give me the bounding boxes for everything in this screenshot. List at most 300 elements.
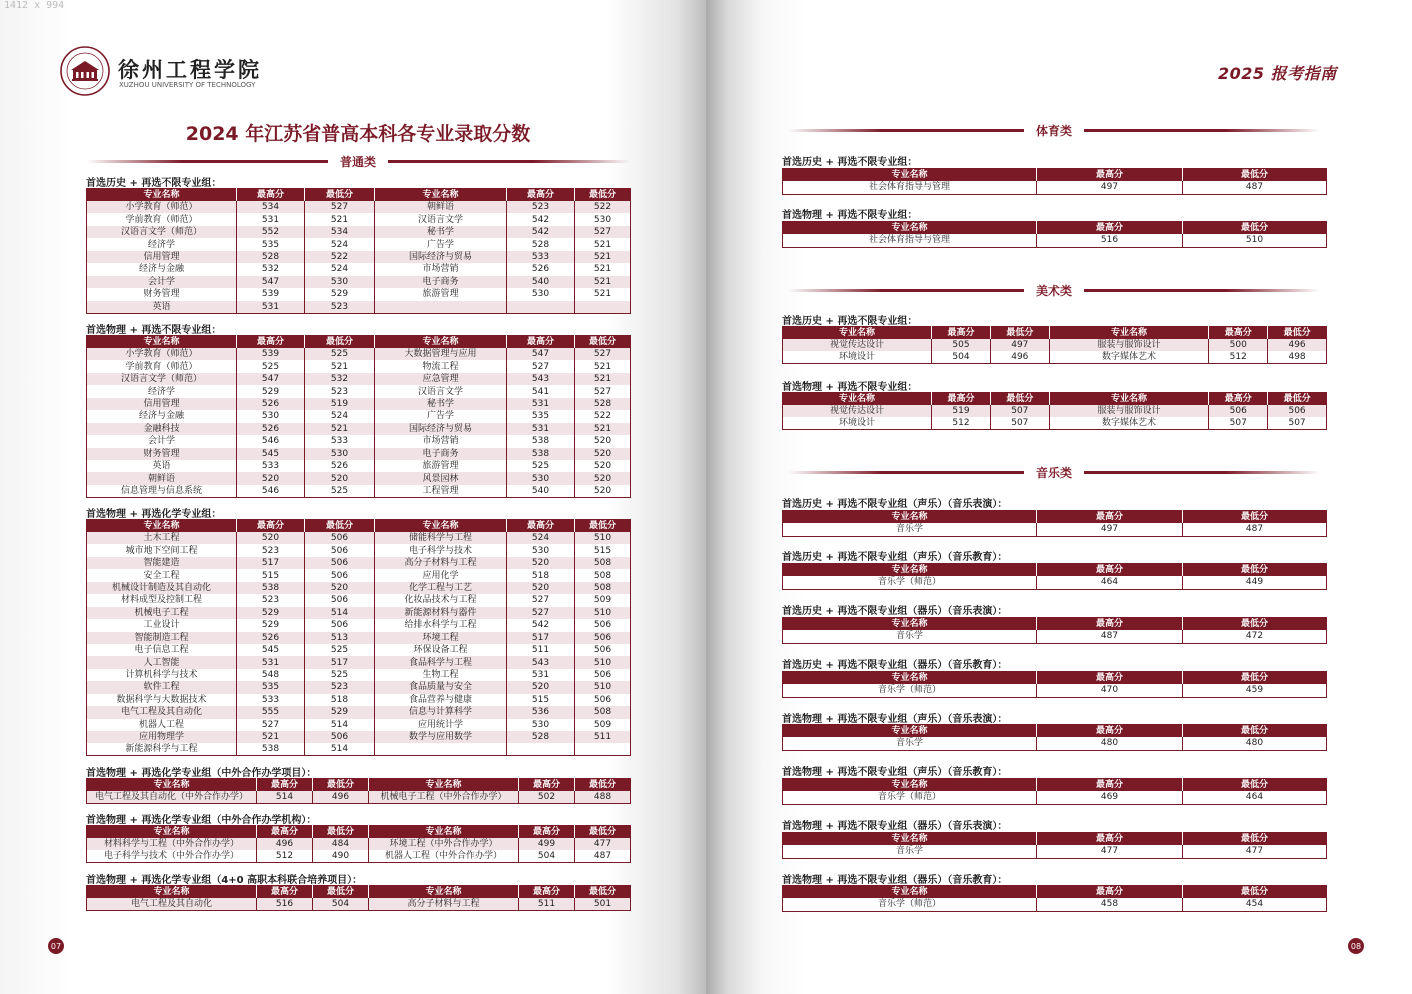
table-cell: 智能建造: [87, 557, 237, 569]
table-cell: 515: [237, 569, 305, 581]
column-header: 最高分: [257, 779, 313, 792]
column-header: 最高分: [1037, 169, 1183, 182]
school-name: 徐州工程学院: [118, 57, 262, 82]
table-cell: 534: [237, 201, 305, 213]
column-header: 最高分: [257, 826, 313, 839]
table-cell: 517: [237, 557, 305, 569]
table-cell: 515: [507, 694, 575, 706]
page-number-badge: 08: [1348, 938, 1364, 954]
table-cell: 523: [305, 301, 375, 314]
table-row: [87, 656, 631, 668]
table-cell: 食品营养与健康: [375, 694, 507, 706]
table-cell: 音乐学（师范）: [783, 576, 1037, 589]
table-cell: 502: [519, 791, 575, 804]
table-row: [783, 576, 1327, 589]
column-header: 最高分: [1037, 779, 1183, 792]
table-cell: 517: [305, 656, 375, 668]
table-cell: 527: [237, 719, 305, 731]
table-cell: 514: [257, 791, 313, 804]
group-title: 首选历史 + 再选不限专业组（声乐）（音乐教育）：: [782, 552, 1008, 563]
table-header-row: [783, 886, 1327, 899]
table-cell: 汉语言文学: [375, 385, 507, 397]
table-cell: 512: [932, 417, 991, 430]
table-row: [87, 485, 631, 498]
column-header: 最高分: [1037, 725, 1183, 738]
table-cell: 477: [1183, 845, 1327, 858]
table-cell: 520: [575, 435, 631, 447]
table-cell: 机器人工程（中外合作办学）: [369, 850, 519, 863]
table-cell: 508: [575, 582, 631, 594]
table-cell: 547: [237, 276, 305, 288]
table-cell: 财务管理: [87, 288, 237, 300]
table-cell: 459: [1183, 684, 1327, 697]
table-cell: 视觉传达设计: [783, 405, 932, 417]
table-cell: 527: [575, 348, 631, 360]
table-cell: 464: [1037, 576, 1183, 589]
section-rule: [788, 129, 1024, 132]
section-rule: [788, 289, 1024, 292]
table-cell: 512: [257, 850, 313, 863]
table-cell: 531: [237, 656, 305, 668]
group-title: 首选物理 + 再选不限专业组（器乐）（音乐教育）：: [782, 875, 1008, 886]
table-cell: 528: [507, 731, 575, 743]
table-cell: 487: [1183, 523, 1327, 536]
table-cell: 506: [575, 669, 631, 681]
table-header-row: [783, 672, 1327, 685]
column-header: 专业名称: [783, 564, 1037, 577]
table-cell: 506: [575, 694, 631, 706]
column-header: 最低分: [575, 826, 631, 839]
table-cell: 520: [237, 532, 305, 544]
table-cell: [507, 743, 575, 756]
table-cell: 497: [1037, 181, 1183, 194]
table-cell: 526: [237, 632, 305, 644]
column-header: 专业名称: [783, 169, 1037, 182]
table-row: [783, 684, 1327, 697]
column-header: 最低分: [305, 189, 375, 202]
table-cell: 508: [575, 569, 631, 581]
column-header: 最低分: [575, 520, 631, 533]
table-cell: 507: [1209, 417, 1268, 430]
table-cell: 511: [575, 731, 631, 743]
table-cell: 汉语言文学（师范）: [87, 226, 237, 238]
table-cell: 530: [507, 544, 575, 556]
table-cell: 507: [990, 405, 1049, 417]
table-cell: 市场营销: [375, 435, 507, 447]
column-header: 最高分: [1037, 886, 1183, 899]
score-table: [86, 825, 631, 863]
table-cell: 525: [305, 669, 375, 681]
table-cell: 521: [575, 373, 631, 385]
column-header: 最低分: [1268, 393, 1327, 406]
table-cell: 521: [575, 276, 631, 288]
section-rule: [388, 160, 630, 163]
table-cell: 530: [507, 288, 575, 300]
table-row: [783, 405, 1327, 417]
table-cell: 528: [575, 398, 631, 410]
table-cell: 环境工程（中外合作办学）: [369, 838, 519, 850]
table-cell: 521: [305, 423, 375, 435]
table-cell: 527: [305, 201, 375, 213]
table-cell: 454: [1183, 898, 1327, 911]
table-cell: 社会体育指导与管理: [783, 181, 1037, 194]
table-cell: 会计学: [87, 435, 237, 447]
table-cell: 朝鲜语: [375, 201, 507, 213]
table-header-row: [783, 222, 1327, 235]
table-cell: 518: [507, 569, 575, 581]
table-cell: 545: [237, 448, 305, 460]
table-cell: 储能科学与工程: [375, 532, 507, 544]
table-header-row: [783, 393, 1327, 406]
section-header-general: [86, 153, 630, 169]
table-cell: 509: [575, 719, 631, 731]
table-row: [87, 644, 631, 656]
column-header: 最低分: [990, 393, 1049, 406]
column-header: 专业名称: [369, 886, 519, 899]
table-header-row: [87, 886, 631, 899]
table-header-row: [783, 779, 1327, 792]
table-cell: 应急管理: [375, 373, 507, 385]
column-header: 专业名称: [1049, 327, 1209, 340]
table-cell: 506: [305, 532, 375, 544]
table-cell: 548: [237, 669, 305, 681]
column-header: 最高分: [932, 327, 991, 340]
table-cell: 520: [507, 557, 575, 569]
column-header: 最高分: [519, 826, 575, 839]
column-header: 最低分: [1183, 725, 1327, 738]
table-cell: 533: [507, 251, 575, 263]
table-row: [783, 339, 1327, 351]
table-cell: 500: [1209, 339, 1268, 351]
score-table: [782, 392, 1327, 430]
table-cell: 秘书学: [375, 226, 507, 238]
table-header-row: [783, 327, 1327, 340]
table-cell: 化学工程与工艺: [375, 582, 507, 594]
table-row: [87, 288, 631, 300]
section-rule: [1084, 289, 1320, 292]
table-cell: 506: [305, 594, 375, 606]
column-header: 最高分: [519, 886, 575, 899]
column-header: 最高分: [1037, 564, 1183, 577]
table-cell: 市场营销: [375, 263, 507, 275]
table-cell: 数字媒体艺术: [1049, 417, 1209, 430]
group-title: 首选物理 + 再选不限专业组：: [782, 210, 918, 221]
table-cell: 506: [305, 557, 375, 569]
table-row: [87, 348, 631, 360]
table-cell: 507: [1268, 417, 1327, 430]
page-number-badge: 07: [48, 938, 64, 954]
table-cell: 521: [575, 360, 631, 372]
table-cell: 旅游管理: [375, 288, 507, 300]
table-row: [87, 276, 631, 288]
column-header: 专业名称: [375, 520, 507, 533]
table-cell: 533: [237, 460, 305, 472]
table-cell: 487: [1183, 181, 1327, 194]
table-cell: 电子信息工程: [87, 644, 237, 656]
table-cell: 510: [575, 607, 631, 619]
table-cell: 506: [305, 619, 375, 631]
group-title: 首选物理 + 再选化学专业组（中外合作办学机构）：: [86, 815, 317, 826]
table-cell: 服装与服饰设计: [1049, 405, 1209, 417]
dimension-label: 1412 x 994: [4, 0, 65, 11]
table-cell: 530: [507, 719, 575, 731]
table-cell: 520: [575, 472, 631, 484]
table-cell: 514: [305, 743, 375, 756]
column-header: 最高分: [507, 520, 575, 533]
column-header: 专业名称: [783, 393, 932, 406]
group-title: 首选物理 + 再选不限专业组（声乐）（音乐表演）：: [782, 714, 1008, 725]
table-row: [87, 251, 631, 263]
section-rule: [1084, 129, 1320, 132]
table-cell: 521: [305, 360, 375, 372]
table-cell: 487: [1037, 630, 1183, 643]
table-cell: 506: [305, 731, 375, 743]
section-title: 体育类: [1036, 123, 1073, 138]
section-header-sports: [788, 122, 1320, 138]
table-row: [87, 460, 631, 472]
table-cell: 524: [305, 410, 375, 422]
group-title: 首选历史 + 再选不限专业组（器乐）（音乐教育）：: [782, 660, 1008, 671]
section-header-art: [788, 282, 1320, 298]
column-header: 专业名称: [87, 886, 257, 899]
table-cell: 数据科学与大数据技术: [87, 694, 237, 706]
table-row: [87, 569, 631, 581]
table-cell: 527: [507, 607, 575, 619]
table-cell: 521: [575, 288, 631, 300]
column-header: 最低分: [1268, 327, 1327, 340]
column-header: 专业名称: [87, 336, 237, 349]
table-cell: 512: [1209, 351, 1268, 364]
column-header: 最低分: [575, 886, 631, 899]
table-cell: 智能制造工程: [87, 632, 237, 644]
table-cell: 526: [305, 460, 375, 472]
column-header: 最低分: [305, 336, 375, 349]
column-header: 最低分: [990, 327, 1049, 340]
table-cell: 470: [1037, 684, 1183, 697]
table-row: [87, 410, 631, 422]
school-logo-icon: [60, 46, 110, 96]
column-header: 最低分: [1183, 618, 1327, 631]
guide-title: 2025 报考指南: [1218, 64, 1337, 83]
table-cell: 506: [1268, 405, 1327, 417]
section-rule: [86, 160, 328, 163]
table-cell: 电气工程及其自动化: [87, 706, 237, 718]
table-cell: 525: [237, 360, 305, 372]
column-header: 最高分: [507, 336, 575, 349]
score-table: [782, 221, 1327, 248]
table-row: [87, 838, 631, 850]
table-cell: 音乐学: [783, 523, 1037, 536]
table-cell: 527: [507, 360, 575, 372]
table-cell: 520: [305, 582, 375, 594]
section-title: 美术类: [1036, 283, 1073, 298]
table-cell: 529: [237, 385, 305, 397]
table-header-row: [783, 511, 1327, 524]
table-cell: 552: [237, 226, 305, 238]
score-table: [782, 778, 1327, 805]
table-cell: 506: [305, 544, 375, 556]
table-row: [783, 791, 1327, 804]
table-row: [783, 845, 1327, 858]
table-cell: 504: [932, 351, 991, 364]
table-cell: 应用化学: [375, 569, 507, 581]
table-cell: 498: [1268, 351, 1327, 364]
group-title: 首选历史 + 再选不限专业组（声乐）（音乐表演）：: [782, 499, 1008, 510]
table-row: [87, 201, 631, 213]
table-cell: 531: [507, 398, 575, 410]
table-cell: 501: [575, 898, 631, 911]
table-cell: [375, 301, 507, 314]
table-cell: 531: [507, 669, 575, 681]
table-row: [783, 523, 1327, 536]
table-header-row: [783, 833, 1327, 846]
table-cell: 499: [519, 838, 575, 850]
table-cell: 524: [305, 238, 375, 250]
column-header: 最低分: [1183, 672, 1327, 685]
table-cell: 材料科学与工程（中外合作办学）: [87, 838, 257, 850]
table-cell: 应用统计学: [375, 719, 507, 731]
table-cell: 525: [305, 485, 375, 498]
table-cell: 521: [575, 238, 631, 250]
table-cell: 520: [305, 472, 375, 484]
table-cell: 食品科学与工程: [375, 656, 507, 668]
table-cell: 521: [237, 731, 305, 743]
table-cell: 511: [519, 898, 575, 911]
score-table: [782, 885, 1327, 912]
score-table: [782, 832, 1327, 859]
table-cell: 高分子材料与工程: [375, 557, 507, 569]
table-cell: 508: [575, 706, 631, 718]
table-cell: 人工智能: [87, 656, 237, 668]
table-cell: 526: [507, 263, 575, 275]
table-cell: 英语: [87, 301, 237, 314]
table-cell: 529: [237, 619, 305, 631]
table-cell: 469: [1037, 791, 1183, 804]
table-header-row: [783, 618, 1327, 631]
table-row: [87, 360, 631, 372]
column-header: 最高分: [1037, 511, 1183, 524]
column-header: 最低分: [1183, 833, 1327, 846]
table-cell: 环境设计: [783, 417, 932, 430]
score-table: [782, 168, 1327, 195]
group-title: 首选物理 + 再选不限专业组（器乐）（音乐表演）：: [782, 821, 1008, 832]
score-table: [86, 335, 631, 498]
column-header: 最高分: [237, 520, 305, 533]
table-row: [783, 234, 1327, 247]
table-row: [87, 791, 631, 804]
table-row: [87, 448, 631, 460]
table-cell: 531: [237, 213, 305, 225]
group-title: 首选历史 + 再选不限专业组：: [782, 157, 918, 168]
table-cell: 小学教育（师范）: [87, 348, 237, 360]
column-header: 最高分: [1037, 672, 1183, 685]
table-cell: 电子商务: [375, 276, 507, 288]
table-cell: 经济与金融: [87, 410, 237, 422]
column-header: 最低分: [575, 336, 631, 349]
table-cell: 506: [305, 569, 375, 581]
table-cell: 土木工程: [87, 532, 237, 544]
table-row: [783, 898, 1327, 911]
table-cell: 507: [990, 417, 1049, 430]
column-header: 最高分: [237, 336, 305, 349]
table-cell: 学前教育（师范）: [87, 213, 237, 225]
section-rule: [1084, 471, 1320, 474]
column-header: 专业名称: [375, 189, 507, 202]
score-table: [86, 519, 631, 756]
table-row: [87, 301, 631, 314]
table-cell: 504: [313, 898, 369, 911]
column-header: 最低分: [313, 779, 369, 792]
table-cell: 547: [507, 348, 575, 360]
section-title: 普通类: [340, 154, 377, 169]
table-cell: 546: [237, 435, 305, 447]
table-cell: 城市地下空间工程: [87, 544, 237, 556]
column-header: 最低分: [1183, 511, 1327, 524]
table-cell: 508: [575, 557, 631, 569]
table-header-row: [87, 779, 631, 792]
table-cell: 电子科学与技术（中外合作办学）: [87, 850, 257, 863]
table-cell: 497: [990, 339, 1049, 351]
table-cell: 521: [575, 263, 631, 275]
table-cell: 532: [305, 373, 375, 385]
table-cell: 经济学: [87, 385, 237, 397]
table-cell: 519: [932, 405, 991, 417]
table-cell: 524: [507, 532, 575, 544]
column-header: 最高分: [1209, 327, 1268, 340]
table-row: [87, 607, 631, 619]
table-cell: 513: [305, 632, 375, 644]
table-cell: 538: [237, 743, 305, 756]
table-cell: 523: [305, 385, 375, 397]
table-cell: 广告学: [375, 238, 507, 250]
table-cell: 506: [575, 619, 631, 631]
table-cell: 新能源科学与工程: [87, 743, 237, 756]
table-cell: 547: [237, 373, 305, 385]
table-cell: 458: [1037, 898, 1183, 911]
school-name-en: XUZHOU UNIVERSITY OF TECHNOLOGY: [119, 81, 256, 89]
table-cell: 学前教育（师范）: [87, 360, 237, 372]
table-row: [87, 544, 631, 556]
table-cell: 530: [305, 448, 375, 460]
table-cell: 527: [575, 226, 631, 238]
table-cell: 535: [507, 410, 575, 422]
table-cell: 小学教育（师范）: [87, 201, 237, 213]
table-cell: 音乐学（师范）: [783, 791, 1037, 804]
table-cell: 526: [237, 423, 305, 435]
table-row: [783, 181, 1327, 194]
table-cell: 525: [305, 644, 375, 656]
table-row: [87, 423, 631, 435]
column-header: 最高分: [1037, 222, 1183, 235]
table-cell: 化妆品技术与工程: [375, 594, 507, 606]
table-cell: 542: [507, 213, 575, 225]
table-cell: 机器人工程: [87, 719, 237, 731]
table-cell: 广告学: [375, 410, 507, 422]
table-cell: 经济学: [87, 238, 237, 250]
table-cell: 数学与应用数学: [375, 731, 507, 743]
table-cell: 529: [237, 607, 305, 619]
column-header: 专业名称: [783, 511, 1037, 524]
table-cell: 530: [305, 276, 375, 288]
group-title: 首选历史 + 再选不限专业组（器乐）（音乐表演）：: [782, 606, 1008, 617]
right-page: [706, 0, 1412, 994]
table-cell: 542: [507, 619, 575, 631]
table-row: [87, 472, 631, 484]
table-cell: 488: [575, 791, 631, 804]
table-cell: 530: [237, 410, 305, 422]
column-header: 最高分: [257, 886, 313, 899]
table-cell: 秘书学: [375, 398, 507, 410]
